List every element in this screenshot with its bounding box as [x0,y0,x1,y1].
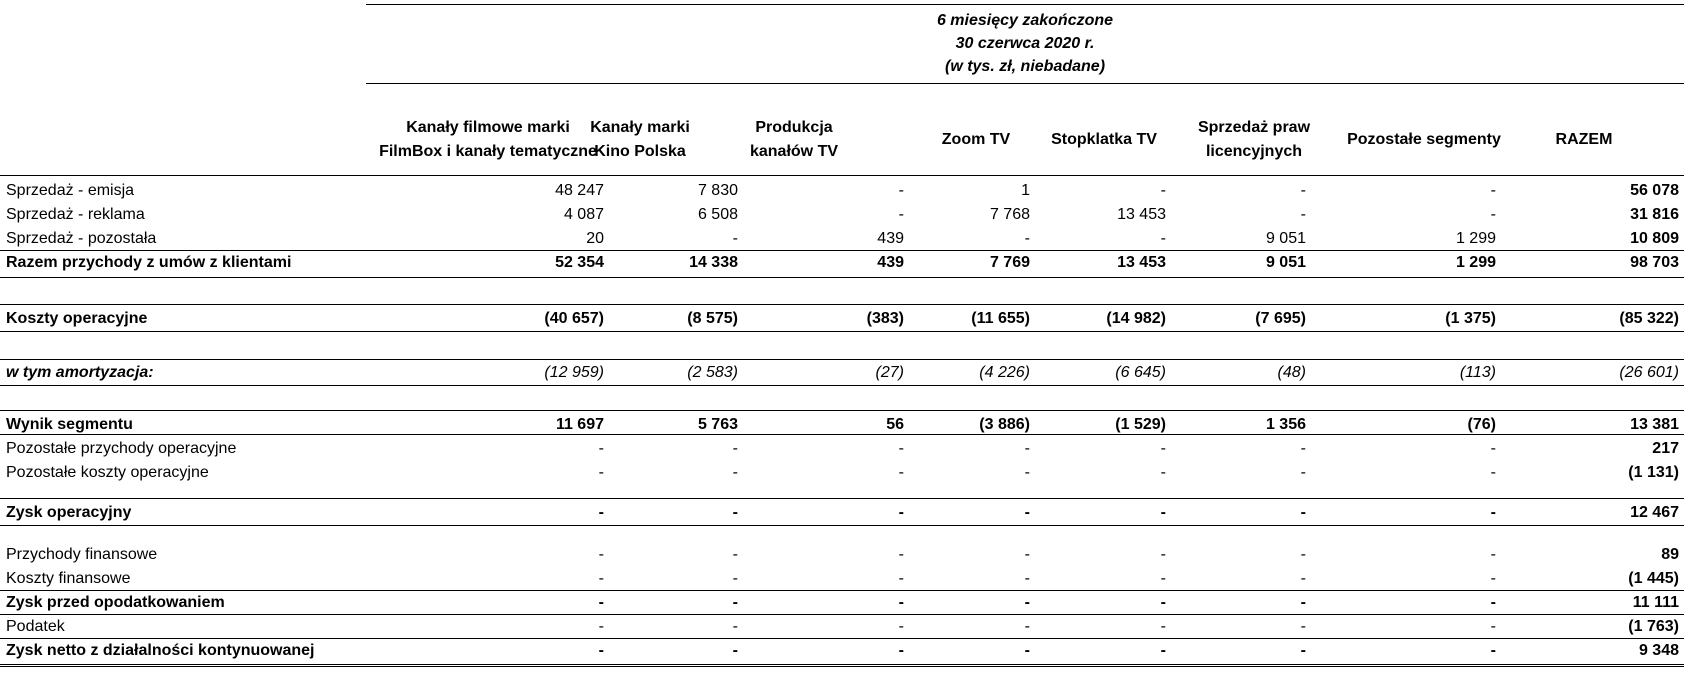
table-row [0,639,1684,663]
table-row [0,203,1684,227]
row-total-value: 13 381 [1630,416,1679,433]
row-cell-value: (6 645) [1115,364,1166,381]
period-line-2: 30 czerwca 2020 r. [955,35,1095,52]
row-cell-value: - [732,594,738,611]
row-cell-value: - [1490,504,1496,521]
row-cell-value: - [1300,440,1306,457]
row-label: Pozostałe koszty operacyjne [6,464,209,481]
row-cell-value: - [732,504,738,521]
row-cell-value: - [1300,464,1306,481]
table-row [0,307,1684,331]
row-cell-value: 1 [1021,182,1030,199]
row-cell-value: - [1490,206,1496,223]
table-row [0,251,1684,275]
column-header-line-2: FilmBox i kanały tematyczne [379,143,597,160]
table-row [0,591,1684,615]
table-row [0,227,1684,251]
table-row [0,567,1684,591]
row-cell-value: - [898,440,904,457]
row-cell-value: - [1160,464,1166,481]
row-total-value: 217 [1652,440,1679,457]
column-header [1434,116,1684,164]
row-cell-value: - [1160,618,1166,635]
row-cell-value: - [1300,618,1306,635]
row-cell-value: - [1024,618,1030,635]
row-cell-value: 7 768 [989,206,1030,223]
column-header-line-1: RAZEM [1555,131,1613,148]
row-cell-value: 6 508 [697,206,738,223]
row-label: Przychody finansowe [6,546,158,563]
row-cell-value: 4 087 [563,206,604,223]
column-header-line-1: Stopklatka TV [1051,131,1157,148]
row-cell-value: - [1024,440,1030,457]
row-total-value: 31 816 [1630,206,1679,223]
table-rule [0,331,1684,332]
row-label: Sprzedaż - reklama [6,206,145,223]
row-label: Sprzedaż - pozostała [6,230,157,247]
column-header-line-1: Kanały filmowe marki [406,119,570,136]
row-cell-value: (7 695) [1255,310,1306,327]
row-cell-value: 1 299 [1455,230,1496,247]
row-cell-value: - [598,464,604,481]
period-header [366,4,1684,84]
row-cell-value: - [898,206,904,223]
row-total-value: (85 322) [1619,310,1679,327]
row-total-value: 9 348 [1638,642,1679,659]
table-row [0,179,1684,203]
row-total-value: 10 809 [1630,230,1679,247]
row-cell-value: - [898,642,904,659]
table-rule [0,277,1684,278]
row-cell-value: (12 959) [544,364,604,381]
row-cell-value: 13 453 [1117,206,1166,223]
row-cell-value: - [598,440,604,457]
row-cell-value: - [732,618,738,635]
row-cell-value: (14 982) [1106,310,1166,327]
row-cell-value: (8 575) [687,310,738,327]
row-cell-value: - [732,546,738,563]
row-cell-value: (27) [875,364,904,381]
row-label: Podatek [6,618,65,635]
row-cell-value: - [898,570,904,587]
table-row [0,361,1684,385]
row-cell-value: - [1490,464,1496,481]
row-total-value: (1 131) [1628,464,1679,481]
row-cell-value: (1 375) [1445,310,1496,327]
row-label: Zysk przed opodatkowaniem [6,594,225,611]
row-cell-value: 13 453 [1117,254,1166,271]
row-total-value: 98 703 [1630,254,1679,271]
row-cell-value: - [1024,546,1030,563]
row-cell-value: - [1024,570,1030,587]
row-cell-value: (4 226) [979,364,1030,381]
row-cell-value: - [1160,230,1166,247]
row-cell-value: 1 356 [1265,416,1306,433]
row-cell-value: - [1300,642,1306,659]
row-total-value: (1 763) [1628,618,1679,635]
row-cell-value: 52 354 [555,254,604,271]
row-cell-value: (48) [1277,364,1306,381]
table-row [0,501,1684,525]
row-cell-value: - [1160,546,1166,563]
row-cell-value: - [898,464,904,481]
table-rule [0,385,1684,386]
row-cell-value: - [1024,504,1030,521]
row-cell-value: - [598,594,604,611]
row-cell-value: - [1160,642,1166,659]
row-cell-value: - [1160,182,1166,199]
row-total-value: 56 078 [1630,182,1679,199]
row-cell-value: - [1490,440,1496,457]
row-cell-value: - [1490,618,1496,635]
table-row [0,437,1684,461]
table-rule [0,410,1684,411]
row-cell-value: - [1300,206,1306,223]
row-cell-value: - [732,440,738,457]
row-label: Razem przychody z umów z klientami [6,254,292,271]
row-cell-value: 9 051 [1265,230,1306,247]
row-cell-value: - [1300,570,1306,587]
row-cell-value: - [1024,642,1030,659]
row-cell-value: - [898,504,904,521]
row-cell-value: - [1160,594,1166,611]
row-cell-value: 5 763 [697,416,738,433]
row-cell-value: - [598,570,604,587]
row-cell-value: 56 [886,416,904,433]
table-rule [0,525,1684,526]
row-cell-value: - [732,464,738,481]
row-cell-value: - [598,618,604,635]
column-header-line-1: Zoom TV [941,131,1011,148]
row-label: Pozostałe przychody operacyjne [6,440,237,457]
table-row [0,615,1684,639]
row-cell-value: (113) [1459,364,1496,381]
row-cell-value: - [1300,594,1306,611]
row-total-value: (26 601) [1619,364,1679,381]
column-header-line-1: Produkcja [755,119,833,136]
row-cell-value: - [598,546,604,563]
row-cell-value: (2 583) [687,364,738,381]
row-cell-value: - [732,230,738,247]
row-cell-value: - [1160,440,1166,457]
row-label: Zysk netto z działalności kontynuowanej [6,642,315,659]
row-cell-value: - [898,594,904,611]
row-total-value: 12 467 [1630,504,1679,521]
row-total-value: 11 111 [1632,594,1679,611]
table-rule [0,304,1684,305]
row-cell-value: 439 [877,230,904,247]
row-cell-value: 14 338 [689,254,738,271]
row-label: Koszty operacyjne [6,310,148,327]
column-header-line-1: Sprzedaż praw [1197,119,1311,136]
row-total-value: (1 445) [1628,570,1679,587]
row-cell-value: - [1490,182,1496,199]
row-cell-value: - [1490,570,1496,587]
column-header-line-2: Kino Polska [594,143,686,160]
row-cell-value: - [1300,182,1306,199]
row-cell-value: - [898,618,904,635]
row-cell-value: 9 051 [1265,254,1306,271]
table-row [0,543,1684,567]
row-cell-value: - [732,642,738,659]
row-cell-value: - [1024,464,1030,481]
period-line-1: 6 miesięcy zakończone [936,12,1114,29]
row-cell-value: 439 [877,254,904,271]
row-cell-value: 20 [586,230,604,247]
row-cell-value: (11 655) [971,310,1030,327]
row-cell-value: - [598,642,604,659]
row-cell-value: - [732,570,738,587]
row-cell-value: - [1024,230,1030,247]
row-cell-value: 7 769 [989,254,1030,271]
column-header-line-2: licencyjnych [1205,143,1303,160]
row-cell-value: - [1490,642,1496,659]
row-total-value: 89 [1661,546,1679,563]
column-header-line-1: Pozostałe segmenty [1347,131,1501,148]
row-cell-value: - [1300,504,1306,521]
row-cell-value: - [898,182,904,199]
table-rule [0,498,1684,499]
table-row [0,413,1684,437]
row-cell-value: 11 697 [555,416,604,433]
row-cell-value: (1 529) [1115,416,1166,433]
row-cell-value: 1 299 [1455,254,1496,271]
column-header-line-1: Kanały marki [590,119,690,136]
row-cell-value: - [1490,594,1496,611]
row-label: Koszty finansowe [6,570,131,587]
row-cell-value: (3 886) [979,416,1030,433]
period-line-3: (w tys. zł, niebadane) [944,58,1106,75]
row-cell-value: - [1024,594,1030,611]
row-label: Wynik segmentu [6,416,133,433]
row-cell-value: - [1300,546,1306,563]
row-label: Sprzedaż - emisja [6,182,135,199]
table-rule [0,359,1684,360]
row-cell-value: (76) [1467,416,1496,433]
row-cell-value: (383) [866,310,904,327]
row-cell-value: - [1490,546,1496,563]
row-cell-value: - [898,546,904,563]
row-cell-value: - [1160,570,1166,587]
row-label: Zysk operacyjny [6,504,132,521]
row-cell-value: 48 247 [555,182,604,199]
row-cell-value: (40 657) [544,310,604,327]
header-rule [0,175,1684,176]
table-row [0,461,1684,485]
column-header-line-2: kanałów TV [749,143,839,160]
table-rule [0,664,1684,667]
row-cell-value: 7 830 [697,182,738,199]
row-label: w tym amortyzacja: [6,364,154,381]
row-cell-value: - [598,504,604,521]
row-cell-value: - [1160,504,1166,521]
